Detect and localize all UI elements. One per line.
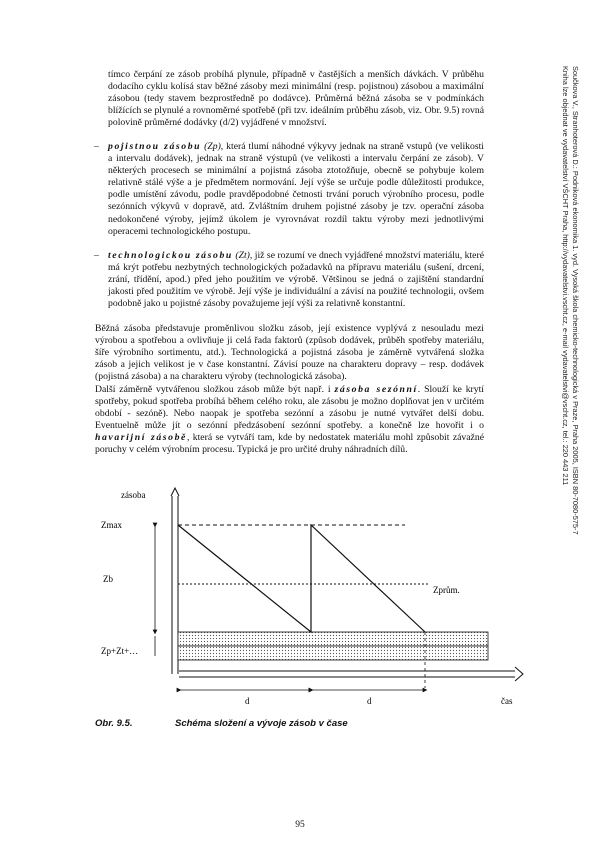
time-axis	[179, 667, 523, 681]
figure-number: Obr. 9.5.	[95, 718, 133, 729]
paragraph-text: Běžná zásoba představuje proměnlivou složku zásob, její existence vyplývá z nesouladu mezi výrobou a spotřebou a ovlivňuje ji celá řada faktorů (způsob dodávek, průběh spotřeby materiálu, šíře výrobního sortimentu, atd.). Technologická a pojistná zásoba je záměrně vytvářená složka zásob a jejich velikost je v čase konstantní. Závisí pouze na charakteru dopravy – resp. dodávek (pojistná zásoba) a na charakteru výroby (technologická zásoba).	[95, 323, 484, 383]
symbol-zp: (Zp)	[204, 141, 221, 152]
paragraph-text: tímco čerpání ze zásob probíhá plynule, případně v častějších a menších dávkách. V průběhu dodacího cyklu kolísá stav běžné zásoby mezi minimální (resp. pojistnou) zásobou a maximální zásobou (tedy stavem bezprostředně po dodávce). Průměrná běžná zásoba se v podmínkách blížících se plynulé a rovnoměrné spotřebě (při tzv. ideálním průběhu zásob, viz. Obr. 9.5) rovná polovině průměrné dodávky (d/2) vyjádřené v množství.	[108, 69, 484, 129]
list-item-pojistna-zasoba	[94, 141, 484, 238]
citation-line-2: Kniha lze objednat ve vydavatelství VŠCHT Praha, http://vydavatelstvi.vscht.cz, e-mail vydavatelstvi@vscht.cz, tel.: 220 443 211	[561, 66, 570, 486]
y-axis-label: zásoba	[121, 490, 146, 500]
bullet-dash: –	[94, 141, 99, 152]
term-pojistna-zasoba: pojistnou zásobu	[108, 141, 202, 152]
figure-caption	[95, 718, 348, 729]
list-item-technologicka-zasoba	[94, 250, 485, 310]
text-run: Další záměrně vytvářenou složkou zásob může být např. i	[95, 384, 335, 395]
paragraph-dalsi-zasoby	[95, 384, 484, 457]
zpzt-label: Zp+Zt+…	[101, 646, 139, 656]
time-axis-label: čas	[501, 696, 513, 706]
term-havarijni-zasoba: havarijní zásobě	[95, 432, 187, 444]
zmax-label: Zmax	[101, 520, 122, 530]
interval-d-label-2: d	[367, 696, 372, 706]
term-zasoba-sezonni: zásoba sezónní	[334, 384, 418, 395]
text-run: , která se vytváří tam, kde by nedostatek materiálu mohl způsobit závažné poruchy v celém výrobním procesu. Typická je pro určité druhy náhradních dílů.	[95, 432, 485, 456]
stock-band-lower	[178, 646, 488, 660]
citation-line-1: Součkova V., Stranhoterová D.: Podniková ekonomika 1. vyd. Vysoká škola chemicko-technologická v Praze, Praha 2005, ISBN 80-7080-575-7	[571, 66, 580, 535]
list-item-body: , již se rozumí ve dnech vyjádřené množství materiálu, které má krýt potřebu nezbytných technologických požadavků na přípravu materiálu (sušení, drcení, zrání, třídění, apod.) před jeho použitím ve výrobě. Většinou se jedná o zajištění standardní jakosti před použitím ve výrobě. Její výše je individuální a závisí na použité technologii, ovšem podobně jako u pojistné zásoby považujeme její výši za relativně konstantní.	[108, 250, 485, 310]
figure-title: Schéma složení a vývoje zásob v čase	[175, 718, 348, 729]
bullet-dash: –	[94, 250, 99, 261]
term-technologicka-zasoba: technologickou zásobu	[108, 250, 233, 261]
stock-band-upper	[178, 632, 488, 646]
page-number: 95	[295, 820, 305, 830]
figure-inventory-schema	[95, 478, 535, 715]
paragraph-text	[95, 384, 484, 457]
paragraph-continuation	[108, 69, 484, 129]
stock-sawtooth	[178, 525, 425, 632]
list-item-text	[108, 250, 484, 310]
symbol-zt: (Zt)	[235, 250, 250, 261]
list-item-text	[108, 141, 484, 238]
interval-d-label-1: d	[245, 696, 250, 706]
zb-label: Zb	[103, 574, 113, 584]
inventory-diagram	[95, 478, 535, 710]
text-run: . Slouží ke krytí spotřeby, pokud spotřeba probíhá během celého roku, ale zásobu je možno doplňovat jen v určitém období - sezóně). Nebo naopak je spotřeba sezónní a zásobu je nutné vytvářet delší dobu. Eventuelně může jít o sezónní předzásobení sezónní spotřeby. a konečně lze hovořit i o	[95, 384, 484, 432]
paragraph-bezna-zasoba	[95, 323, 484, 383]
zprum-label: Zprům.	[433, 585, 460, 595]
list-item-body: , která tlumí náhodné výkyvy jednak na straně vstupů (ve velikosti a intervalu dodávek), jednak na straně výstupů (ve velikosti a intervalu čerpání ze zásob). V některých procesech se minimální a pojistná zásoba ztotožňuje, obecně se pohybuje kolem relativně stálé výše a je předmětem normování. Její výše se určuje podle důležitosti produkce, podle umístění závodu, podle pravděpodobné četnosti trvání poruch výrobního procesu, podle sezónních výkyvů v dopravě, atd. Zvláštním druhem pojistné zásoby je tzv. operační zásoba nedokončené výroby, jejímž úkolem je vyrovnávat rozdíl taktu výroby mezi jednotlivými operacemi technologického postupu.	[108, 141, 484, 237]
